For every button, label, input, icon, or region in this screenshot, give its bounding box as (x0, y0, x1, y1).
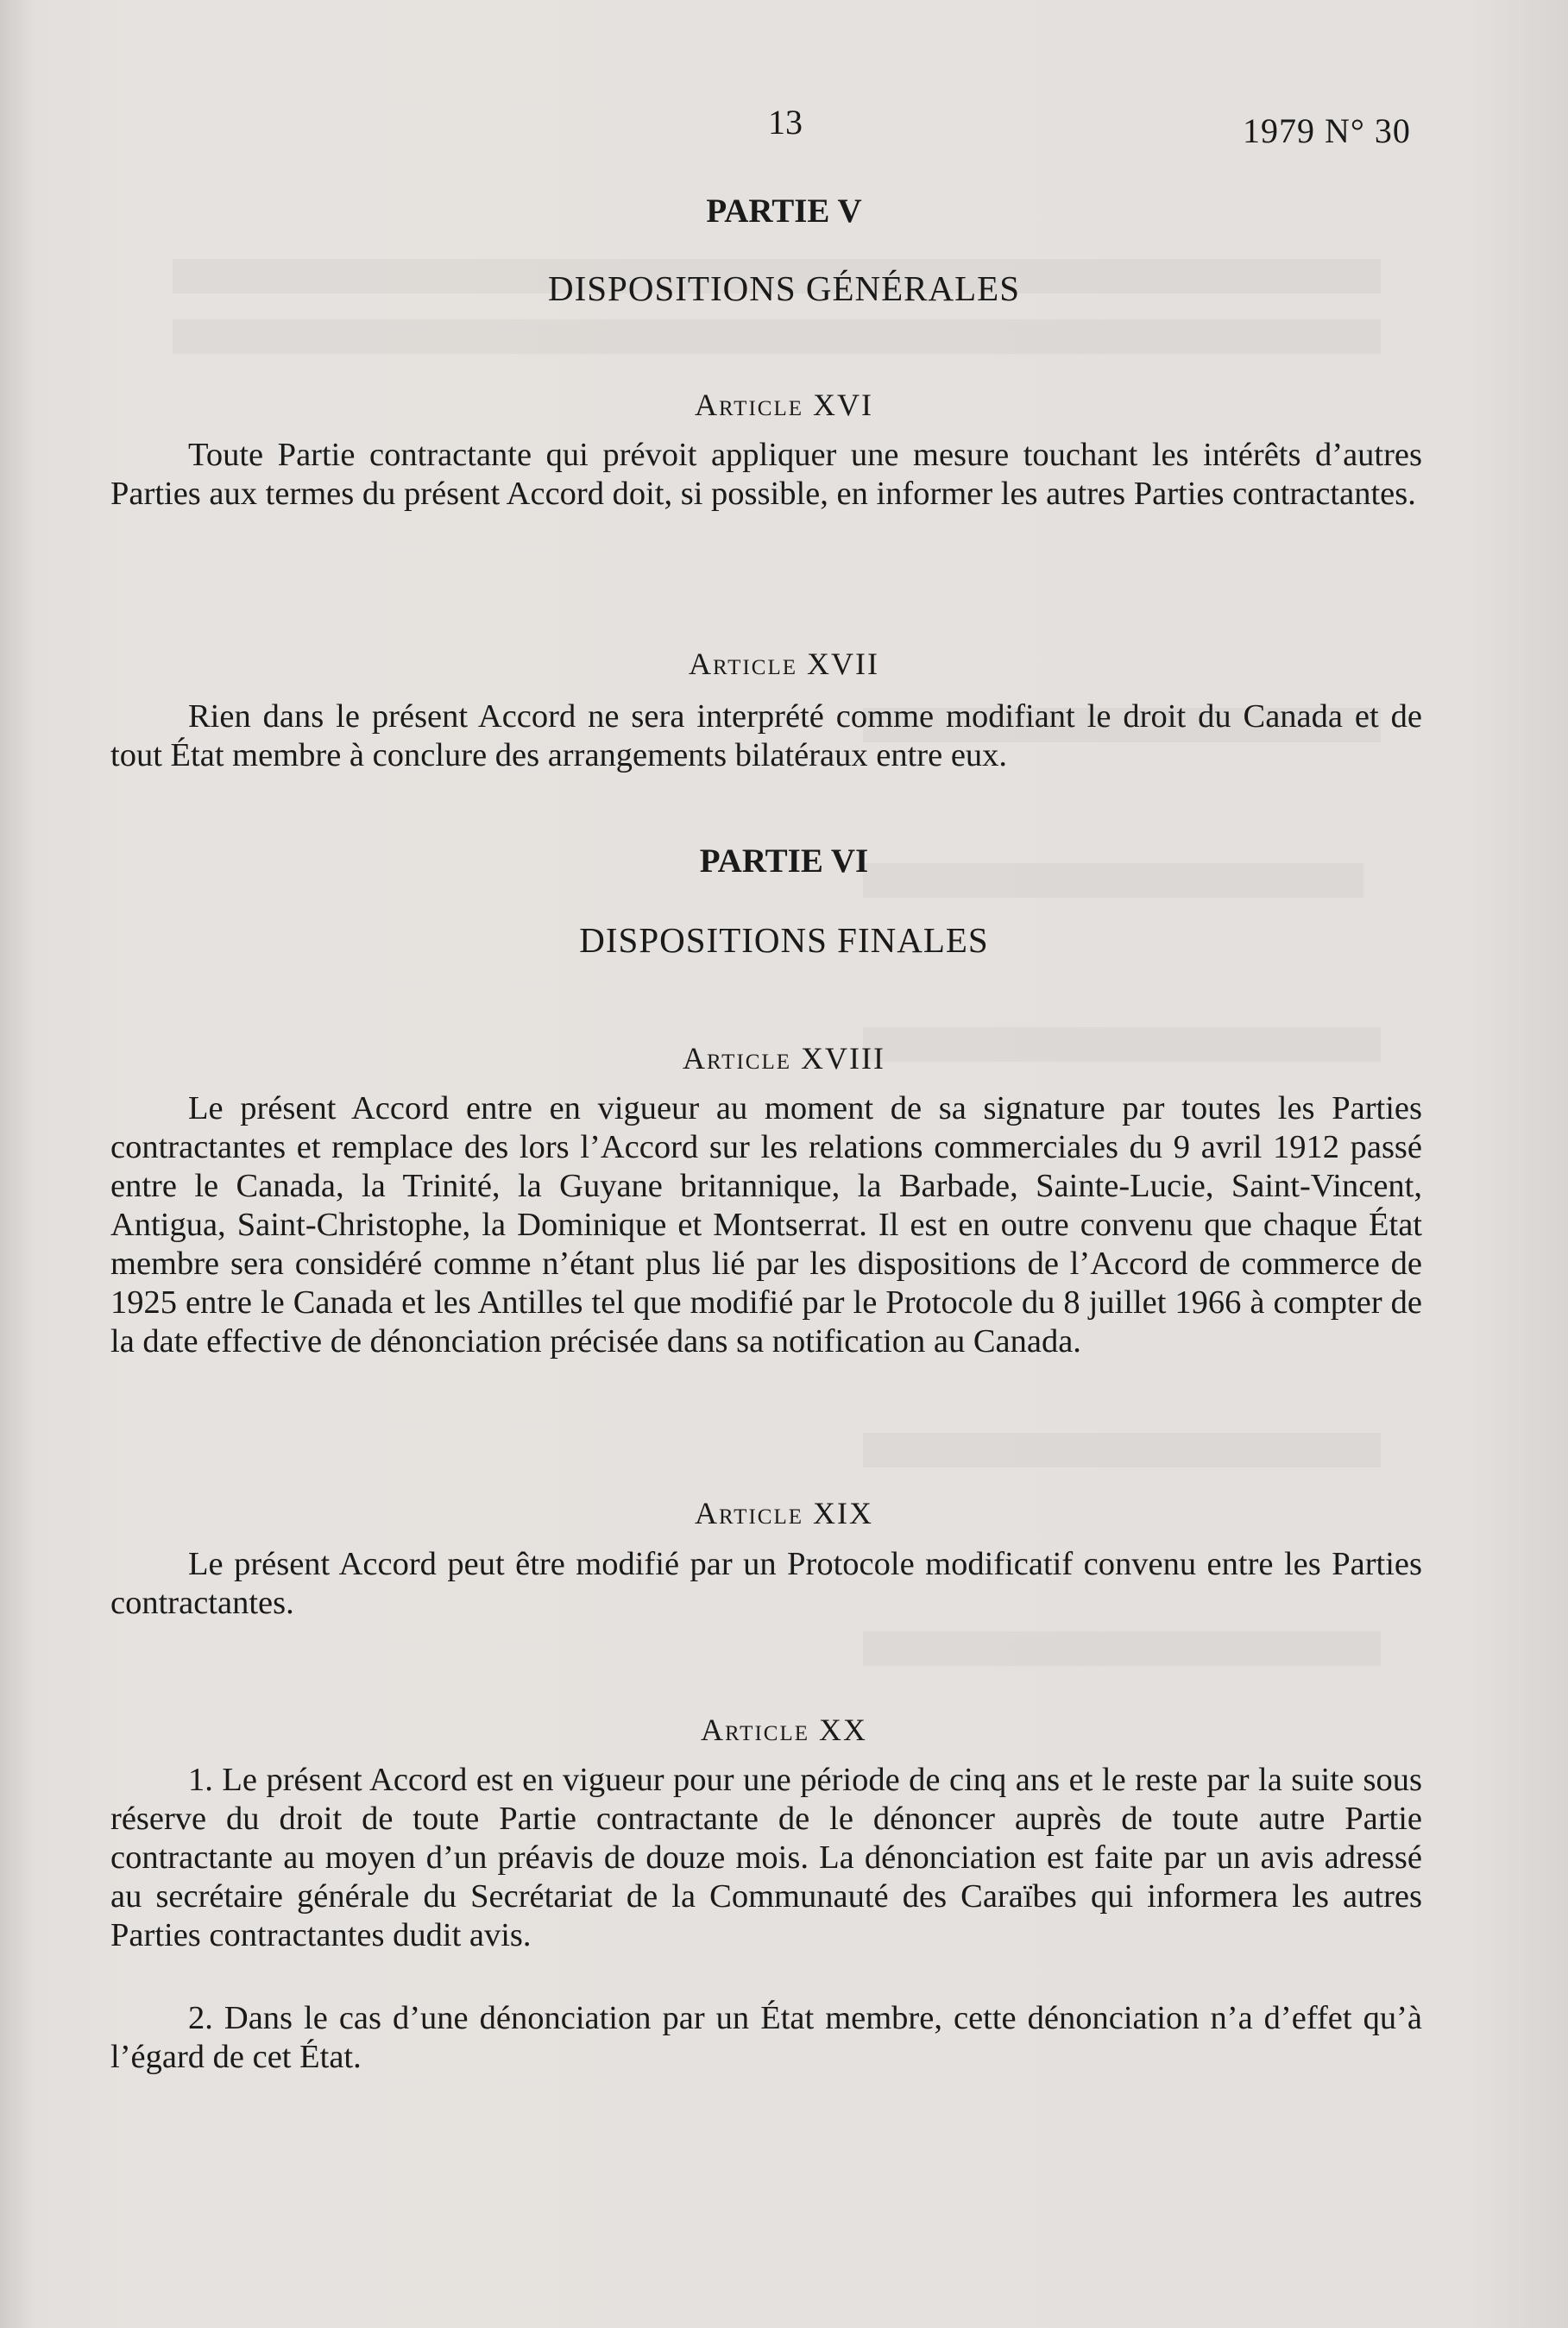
article-text: Rien dans le présent Accord ne sera interprété comme modifiant le droit du Canada et de tout État membre à conclure des arrangements bilatéraux entre eux. (110, 698, 1422, 773)
article-heading: Article XIX (695, 1496, 873, 1530)
show-through-mark (173, 319, 1381, 354)
part-subtitle: DISPOSITIONS FINALES (579, 920, 989, 960)
show-through-mark (863, 1631, 1381, 1666)
article-heading: Article XVII (689, 647, 879, 681)
article-paragraph: 1. Le présent Accord est en vigueur pour une période de cinq ans et le reste par la suite sous réserve du droit de toute Partie contractante de le dénoncer auprès de toute autre Partie contractante au moyen d’un préavis de douze mois. La dénonciation est faite par un avis adressé au secrétaire générale du Secrétariat de la Communauté des Caraïbes qui informera les autres Parties contractantes dudit avis. (110, 1762, 1422, 1953)
page-number: 13 (768, 103, 803, 142)
article-paragraph: 2. Dans le cas d’une dénonciation par un État membre, cette dénonciation n’a d’effet qu’à l’égard de cet État. (110, 2000, 1422, 2075)
part-title: PARTIE V (706, 192, 862, 230)
article-text: Le présent Accord peut être modifié par un Protocole modificatif convenu entre les Parties contractantes. (110, 1546, 1422, 1621)
article-heading: Article XVIII (683, 1041, 885, 1076)
show-through-mark (863, 1433, 1381, 1467)
part-subtitle: DISPOSITIONS GÉNÉRALES (547, 268, 1021, 308)
article-text: Toute Partie contractante qui prévoit appliquer une mesure touchant les intérêts d’autres Parties aux termes du présent Accord doit, si possible, en informer les autres Parties contractantes. (110, 437, 1422, 512)
document-number: 1979 N° 30 (1243, 111, 1411, 150)
article-heading: Article XX (701, 1713, 867, 1747)
article-heading: Article XVI (695, 388, 873, 422)
article-text: Le présent Accord entre en vigueur au moment de sa signature par toutes les Parties contractantes et remplace des lors l’Accord sur les relations commerciales du 9 avril 1912 passé entre le Canada, la Trinité, la Guyane britannique, la Barbade, Sainte-Lucie, Saint-Vincent, Antigua, Saint-Christophe, la Dominique et Montserrat. Il est en outre convenu que chaque État membre sera considéré comme n’étant plus lié par les dispositions de l’Accord de commerce de 1925 entre le Canada et les Antilles tel que modifié par le Protocole du 8 juillet 1966 à compter de la date effective de dénonciation précisée dans sa notification au Canada. (110, 1090, 1422, 1360)
part-title: PARTIE VI (699, 842, 869, 880)
